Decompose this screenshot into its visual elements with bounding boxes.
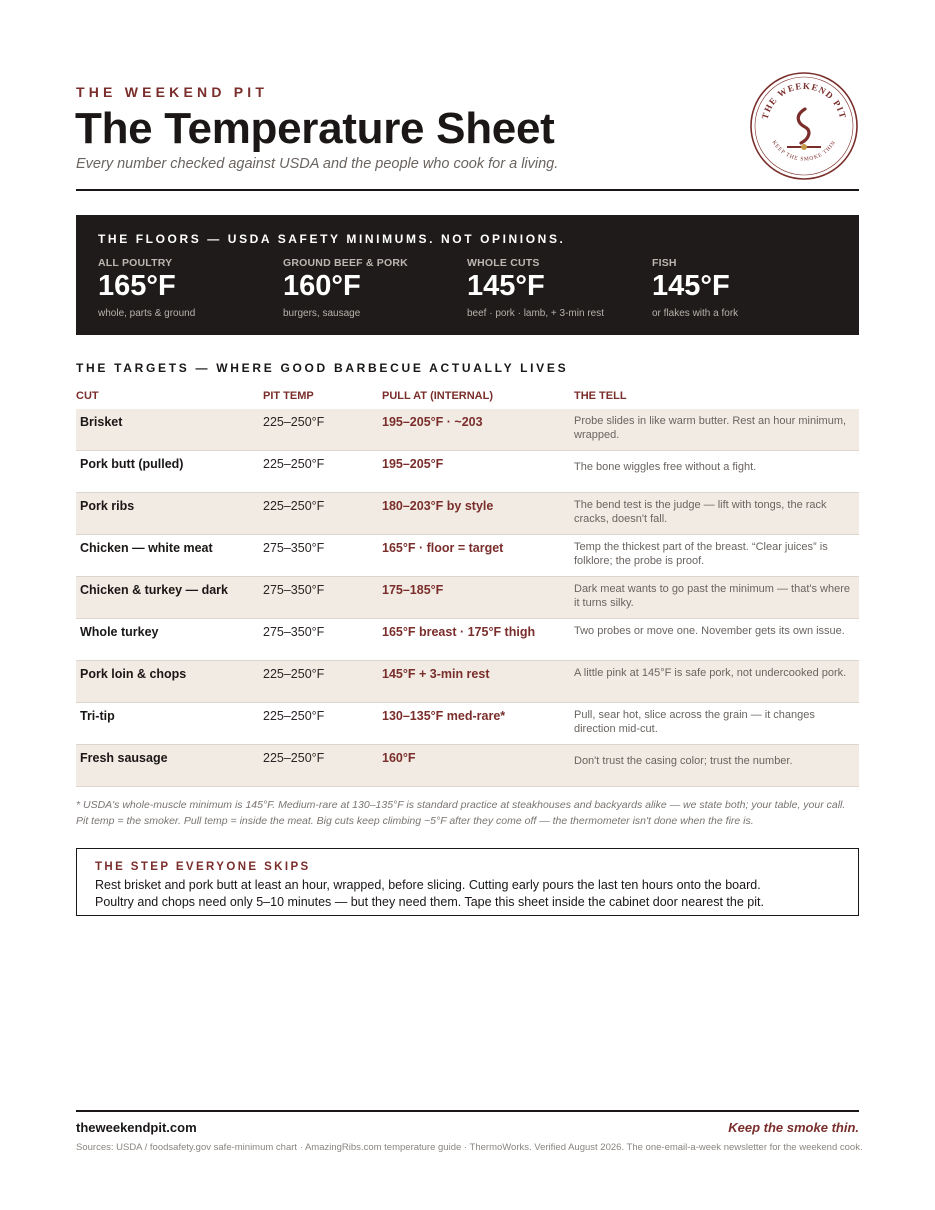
footer-divider (76, 1110, 859, 1112)
cell-pit-temp: 225–250°F (263, 415, 325, 429)
targets-title: THE TARGETS — WHERE GOOD BARBECUE ACTUALLY LIVES (76, 361, 569, 375)
floors-title: THE FLOORS — USDA SAFETY MINIMUMS. NOT OPINIONS. (98, 232, 566, 246)
cell-pull-temp: 165°F · floor = target (382, 541, 504, 555)
cell-cut: Whole turkey (80, 625, 159, 639)
cell-cut: Pork loin & chops (80, 667, 187, 681)
cell-pit-temp: 225–250°F (263, 499, 325, 513)
cell-tell: A little pink at 145°F is safe pork, not undercooked pork. (574, 667, 847, 679)
rest-callout-box (76, 848, 859, 916)
cell-tell: Dark meat wants to go past the minimum — that's where it turns silky. (574, 583, 850, 609)
floor-whole-cuts (467, 257, 647, 319)
footnotes (76, 797, 916, 829)
cell-tell: Probe slides in like warm butter. Rest an hour minimum, wrapped. (574, 415, 847, 441)
cell-cut: Fresh sausage (80, 751, 168, 765)
floor-label: FISH (652, 257, 677, 269)
floor-fish (652, 257, 832, 319)
callout-title: THE STEP EVERYONE SKIPS (95, 861, 311, 873)
footnote: * USDA's whole-muscle minimum is 145°F. Medium-rare at 130–135°F is standard practice at steakhouses and backyards alike — we state both; your table, your call. (76, 799, 846, 811)
cell-cut: Brisket (80, 415, 123, 429)
cell-pit-temp: 225–250°F (263, 457, 325, 471)
cell-pit-temp: 225–250°F (263, 667, 325, 681)
column-header-cut: CUT (76, 390, 99, 402)
table-row (76, 451, 859, 493)
table-row (76, 619, 859, 661)
column-header-tell: THE TELL (574, 390, 627, 402)
cell-pit-temp: 225–250°F (263, 751, 325, 765)
floor-poultry (98, 257, 278, 319)
cell-pull-temp: 180–203°F by style (382, 499, 494, 513)
cell-pull-temp: 130–135°F med-rare* (382, 709, 506, 723)
callout-line: Rest brisket and pork butt at least an hour, wrapped, before slicing. Cutting early pours the last ten hours onto the board. (95, 878, 761, 892)
floor-label: WHOLE CUTS (467, 257, 540, 269)
table-row (76, 745, 859, 787)
cell-pull-temp: 195–205°F (382, 457, 444, 471)
cell-tell: Temp the thickest part of the breast. “Clear juices” is folklore; the probe is proof. (574, 541, 828, 567)
table-row (76, 409, 859, 451)
table-row (76, 703, 859, 745)
column-header-pit-temp: PIT TEMP (263, 390, 314, 402)
tagline: Keep the smoke thin. (728, 1120, 859, 1135)
table-row (76, 577, 859, 619)
svg-text:THE WEEKEND PIT (760, 81, 849, 120)
table-row (76, 493, 859, 535)
floor-value: 165°F (98, 270, 176, 302)
seal-bottom-text: KEEP THE SMOKE THIN (770, 139, 838, 163)
cell-cut: Pork butt (pulled) (80, 457, 184, 471)
column-header-pull-at: PULL AT (INTERNAL) (382, 390, 494, 402)
smoke-icon (787, 109, 821, 150)
floor-value: 160°F (283, 270, 361, 302)
cell-tell: Pull, sear hot, slice across the grain — it changes direction mid-cut. (574, 709, 815, 735)
cell-pit-temp: 275–350°F (263, 583, 325, 597)
cell-pit-temp: 275–350°F (263, 625, 325, 639)
floors-panel (76, 215, 859, 335)
sources-note: Sources: USDA / foodsafety.gov safe-minimum chart · AmazingRibs.com temperature guide · ThermoWorks. Verified August 2026. The one-email-a-week newsletter for the weekend cook. (76, 1142, 863, 1153)
floor-note: whole, parts & ground (98, 308, 196, 319)
targets-table (76, 409, 859, 787)
cell-cut: Pork ribs (80, 499, 135, 513)
cell-cut: Chicken — white meat (80, 541, 213, 555)
cell-pit-temp: 275–350°F (263, 541, 325, 555)
weekend-pit-seal-logo (749, 71, 859, 181)
seal-ring-text: THE WEEKEND PIT (759, 80, 849, 121)
table-row (76, 661, 859, 703)
callout-line: Poultry and chops need only 5–10 minutes — but they need them. Tape this sheet inside the cabinet door nearest the pit. (95, 895, 764, 909)
cell-pull-temp: 160°F (382, 751, 416, 765)
cell-pull-temp: 175–185°F (382, 583, 444, 597)
cell-tell: Two probes or move one. November gets its own issue. (574, 625, 845, 637)
page-title: The Temperature Sheet (75, 104, 555, 153)
floor-label: ALL POULTRY (98, 257, 173, 269)
footnote: Pit temp = the smoker. Pull temp = inside the meat. Big cuts keep climbing ~5°F after they come off — the thermometer isn't done when the fire is. (76, 815, 754, 827)
floor-value: 145°F (467, 270, 545, 302)
brand-name: THE WEEKEND PIT (76, 84, 269, 100)
site-link[interactable]: theweekendpit.com (76, 1120, 197, 1135)
floor-ground-meat (283, 257, 463, 319)
floor-note: or flakes with a fork (652, 308, 739, 319)
header-divider (76, 189, 859, 191)
floor-label: GROUND BEEF & PORK (283, 257, 408, 269)
page-subtitle: Every number checked against USDA and the people who cook for a living. (76, 156, 559, 172)
cell-pull-temp: 145°F + 3-min rest (382, 667, 490, 681)
cell-pull-temp: 165°F breast · 175°F thigh (382, 625, 536, 639)
floor-note: burgers, sausage (283, 308, 361, 319)
cell-pull-temp: 195–205°F · ~203 (382, 415, 483, 429)
cell-cut: Chicken & turkey — dark (80, 583, 228, 597)
floor-note: beef · pork · lamb, + 3-min rest (467, 308, 604, 319)
table-row (76, 535, 859, 577)
cell-cut: Tri-tip (80, 709, 115, 723)
cell-pit-temp: 225–250°F (263, 709, 325, 723)
floor-value: 145°F (652, 270, 730, 302)
cell-tell: The bend test is the judge — lift with tongs, the rack cracks, doesn't fall. (574, 499, 827, 525)
cell-tell: Don't trust the casing color; trust the number. (574, 755, 793, 767)
table-header (76, 390, 859, 404)
cell-tell: The bone wiggles free without a fight. (574, 461, 757, 473)
